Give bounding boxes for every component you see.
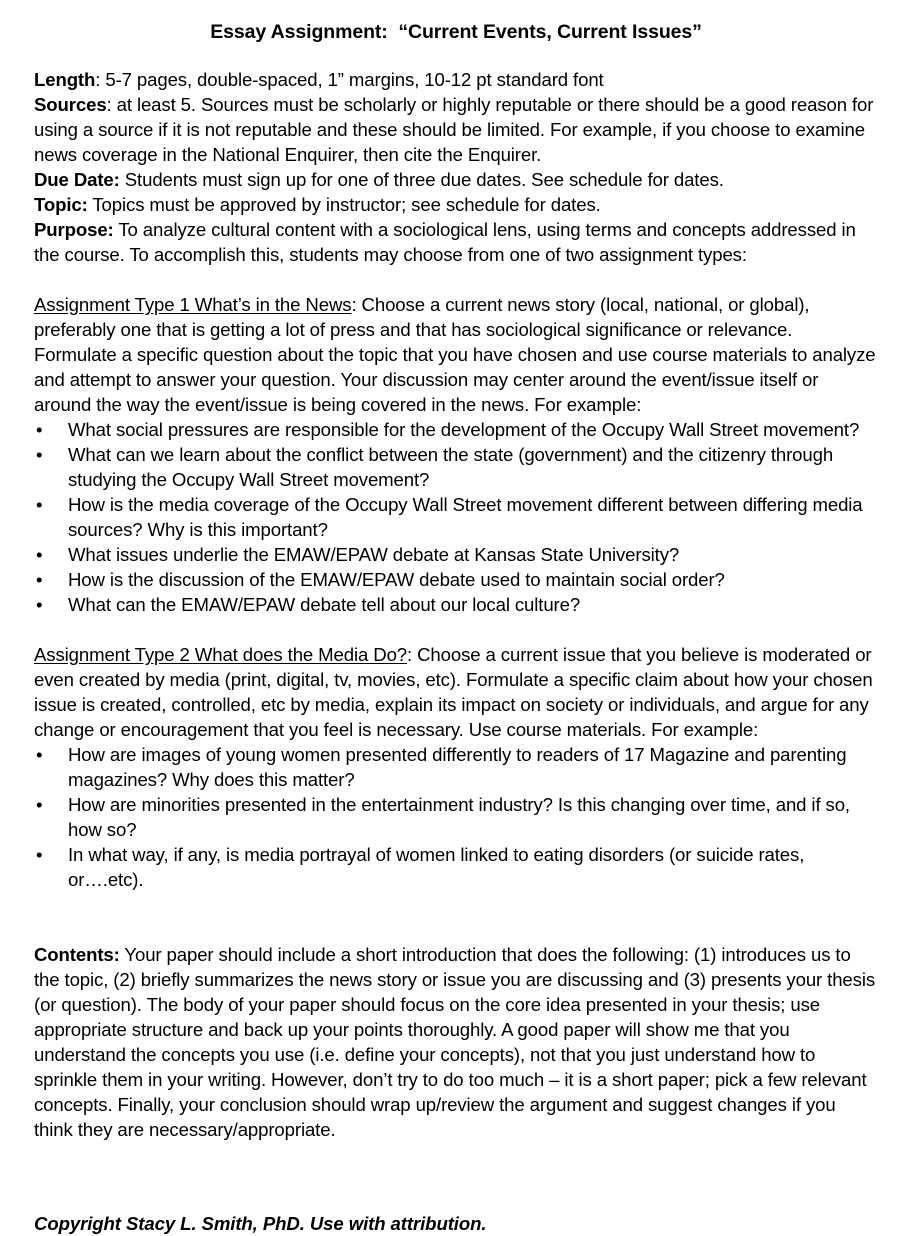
assignment-type-2-heading	[34, 642, 878, 742]
field-length-value: : 5-7 pages, double-spaced, 1” margins, 10-12 pt standard font	[95, 69, 604, 90]
field-topic-value: Topics must be approved by instructor; see schedule for dates.	[87, 194, 601, 215]
list-item-text: What social pressures are responsible for the development of the Occupy Wall Street movement?	[68, 419, 860, 440]
contents-text: Your paper should include a short introduction that does the following: (1) introduces us to the topic, (2) briefly summarizes the news story or issue you are discussing and (3) presents your thesis (or question). The body of your paper should focus on the core idea presented in your thesis; use appropriate structure and back up your points thoroughly. A good paper will show me that you understand the concepts you use (i.e. define your concepts), not that you just understand how to sprinkle them in your writing. However, don’t try to do too much – it is a short paper; pick a few relevant concepts. Finally, your conclusion should wrap up/review the argument and suggest changes if you think they are necessary/appropriate.	[34, 944, 876, 1140]
field-due-date	[34, 167, 878, 192]
assignment-type-2-intro: : Choose a current issue that you believe is moderated or even created by media (print, digital, tv, movies, etc). Formulate a specific claim about how your chosen issue is created, controlled, etc by media, explain its impact on society or individuals, and argue for any change or encouragement that you feel is necessary. Use course materials. For example:	[34, 644, 873, 740]
field-sources-label: Sources	[34, 94, 107, 115]
assignment-type-1-bullet-list	[34, 417, 878, 617]
contents-paragraph	[34, 942, 878, 1142]
assignment-type-2-title: Assignment Type 2 What does the Media Do?	[34, 644, 408, 665]
list-item-text: How is the media coverage of the Occupy Wall Street movement different between differing media sources? Why is this important?	[68, 494, 863, 540]
list-item-text: What issues underlie the EMAW/EPAW debate at Kansas State University?	[68, 544, 680, 565]
bullet-icon: •	[36, 419, 43, 440]
list-item	[34, 842, 878, 892]
bullet-icon: •	[36, 844, 43, 865]
document-title: Essay Assignment: “Current Events, Current Issues”	[210, 21, 702, 43]
list-item-text: What can the EMAW/EPAW debate tell about our local culture?	[68, 594, 581, 615]
field-due-date-value: Students must sign up for one of three due dates. See schedule for dates.	[119, 169, 724, 190]
bullet-icon: •	[36, 594, 43, 615]
gap-before-contents	[34, 892, 878, 942]
list-item-text: What can we learn about the conflict between the state (government) and the citizenry through studying the Occupy Wall Street movement?	[68, 444, 834, 490]
list-item	[34, 592, 878, 617]
bullet-icon: •	[36, 794, 43, 815]
list-item	[34, 567, 878, 592]
field-sources	[34, 92, 878, 167]
bullet-icon: •	[36, 569, 43, 590]
list-item	[34, 542, 878, 567]
list-item	[34, 742, 878, 792]
list-item	[34, 492, 878, 542]
assignment-type-1-title: Assignment Type 1 What’s in the News	[34, 294, 352, 315]
bullet-icon: •	[36, 444, 43, 465]
field-length	[34, 67, 878, 92]
assignment-type-2-bullet-list	[34, 742, 878, 892]
field-purpose-label: Purpose:	[34, 219, 114, 240]
list-item-text: In what way, if any, is media portrayal of women linked to eating disorders (or suicide rates, or….etc).	[68, 844, 805, 890]
list-item	[34, 792, 878, 842]
bullet-icon: •	[36, 544, 43, 565]
list-item-text: How are images of young women presented differently to readers of 17 Magazine and parenting magazines? Why does this matter?	[68, 744, 847, 790]
field-topic	[34, 192, 878, 217]
list-item	[34, 417, 878, 442]
list-item-text: How is the discussion of the EMAW/EPAW debate used to maintain social order?	[68, 569, 725, 590]
list-item-text: How are minorities presented in the entertainment industry? Is this changing over time, and if so, how so?	[68, 794, 850, 840]
field-purpose	[34, 217, 878, 267]
gap-before-copyright	[34, 1142, 878, 1192]
list-item	[34, 442, 878, 492]
field-sources-value: : at least 5. Sources must be scholarly or highly reputable or there should be a good reason for using a source if it is not reputable and these should be limited. For example, if you choose to examine news coverage in the National Enquirer, then cite the Enquirer.	[34, 94, 874, 165]
field-length-label: Length	[34, 69, 96, 90]
bullet-icon: •	[36, 744, 43, 765]
gap-before-type-2	[34, 617, 878, 642]
field-purpose-value: To analyze cultural content with a sociological lens, using terms and concepts addressed in the course. To accomplish this, students may choose from one of two assignment types:	[34, 219, 856, 265]
field-topic-label: Topic:	[34, 194, 88, 215]
field-due-date-label: Due Date:	[34, 169, 120, 190]
assignment-type-1-intro: : Choose a current news story (local, national, or global), preferably one that is getting a lot of press and that has sociological significance or relevance. Formulate a specific question about the topic that you have chosen and use course materials to analyze and attempt to answer your question. Your discussion may center around the event/issue itself or around the way the event/issue is being covered in the news. For example:	[34, 294, 876, 415]
assignment-type-1-heading	[34, 292, 878, 417]
contents-label: Contents:	[34, 944, 120, 965]
bullet-icon: •	[36, 494, 43, 515]
copyright-notice: Copyright Stacy L. Smith, PhD. Use with attribution.	[34, 1212, 487, 1234]
title-spacer	[34, 45, 878, 67]
gap-before-type-1	[34, 267, 878, 292]
